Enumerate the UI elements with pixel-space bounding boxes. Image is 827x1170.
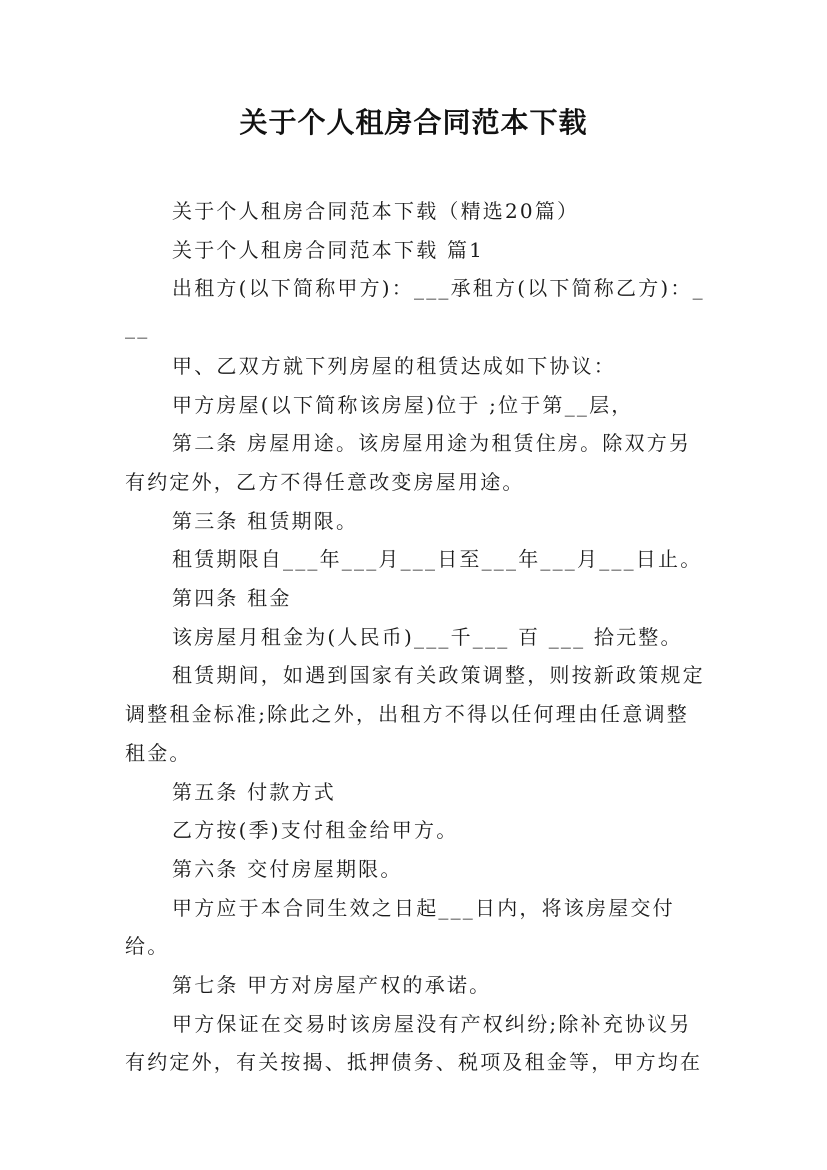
paragraph-agreement: 甲、乙双方就下列房屋的租赁达成如下协议： bbox=[172, 353, 616, 378]
paragraph-article-6-heading: 第六条 交付房屋期限。 bbox=[172, 856, 403, 881]
paragraph-monthly-rent: 该房屋月租金为(人民币)___千___ 百 ___ 拾元整。 bbox=[172, 624, 683, 649]
paragraph-location: 甲方房屋(以下简称该房屋)位于 ;位于第__层， bbox=[172, 392, 634, 417]
document-body bbox=[125, 192, 710, 1082]
paragraph-intro: 关于个人租房合同范本下载（精选20篇） bbox=[172, 199, 580, 223]
paragraph-delivery: 甲方应于本合同生效之日起___日内，将该房屋交付给。 bbox=[125, 895, 675, 959]
paragraph-section-heading: 关于个人租房合同范本下载 篇1 bbox=[172, 237, 485, 262]
paragraph-payment: 乙方按(季)支付租金给甲方。 bbox=[172, 818, 459, 843]
paragraph-article-7-heading: 第七条 甲方对房屋产权的承诺。 bbox=[172, 973, 492, 998]
paragraph-article-3-heading: 第三条 租赁期限。 bbox=[172, 508, 359, 533]
paragraph-article-5-heading: 第五条 付款方式 bbox=[172, 779, 336, 804]
paragraph-parties: 出租方(以下简称甲方)：___承租方(以下简称乙方)：___ bbox=[125, 276, 705, 340]
paragraph-article-4-heading: 第四条 租金 bbox=[172, 586, 292, 611]
document-title: 关于个人租房合同范本下载 bbox=[239, 106, 588, 139]
paragraph-lease-term: 租赁期限自___年___月___日至___年___月___日止。 bbox=[172, 547, 703, 572]
paragraph-guarantee: 甲方保证在交易时该房屋没有产权纠纷;除补充协议另有约定外，有关按揭、抵押债务、税项及租金等，甲方均在 bbox=[125, 1011, 703, 1075]
paragraph-rent-adjustment: 租赁期间，如遇到国家有关政策调整，则按新政策规定调整租金标准;除此之外，出租方不得以任何理由任意调整租金。 bbox=[125, 663, 705, 765]
paragraph-article-2: 第二条 房屋用途。该房屋用途为租赁住房。除双方另有约定外，乙方不得任意改变房屋用途。 bbox=[125, 431, 692, 494]
